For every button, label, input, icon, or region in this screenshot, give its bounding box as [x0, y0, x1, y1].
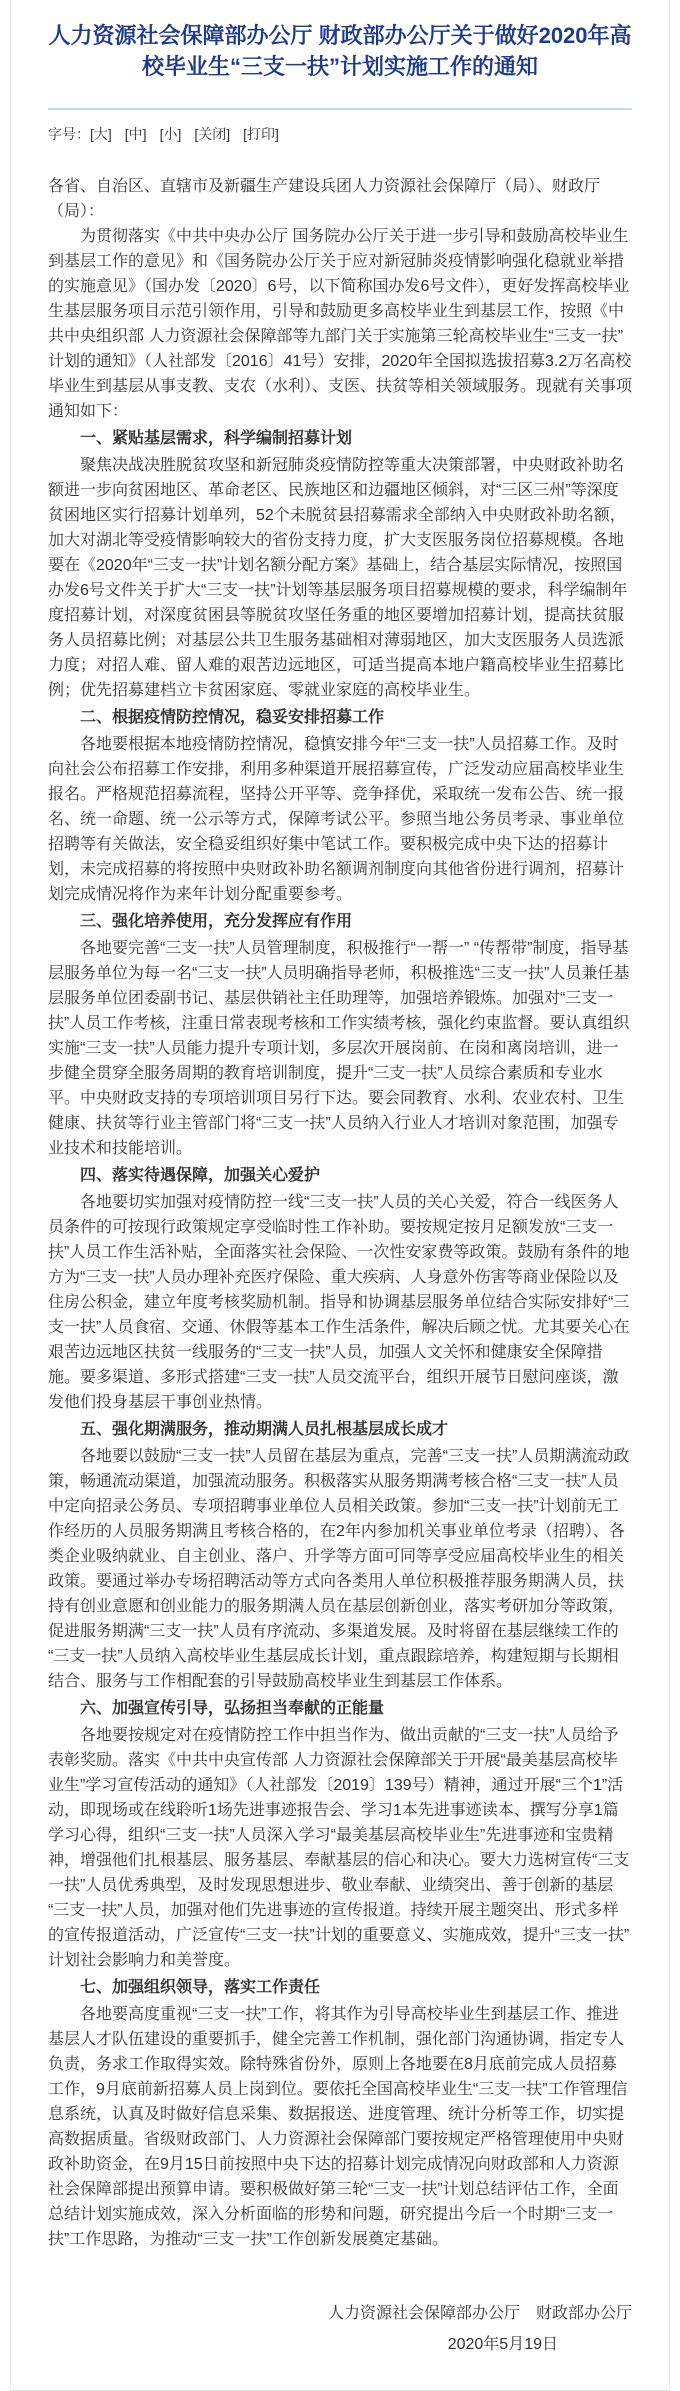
font-size-large-button[interactable]: [大]	[90, 126, 112, 142]
body-paragraph: 各地要根据本地疫情防控情况，稳慎安排今年“三支一扶”人员招募工作。及时向社会公布招募工作安排，利用多种渠道开展招募宣传，广泛发动应届高校毕业生报名。严格规范招募流程，坚持公开平等、竞争择优，采取统一发布公告、统一报名、统一命题、统一公示等方式，保障考试公平。参照当地公务员考录、事业单位招聘等有关做法，安全稳妥组织好集中笔试工作。要积极完成中央下达的招募计划，未完成招募的将按照中央财政补助名额调剂制度向其他省份进行调剂，招募计划完成情况将作为来年计划分配重要参考。	[48, 736, 625, 903]
document-body	[48, 224, 632, 2252]
document-footer	[48, 2298, 632, 2360]
section-heading: 一、紧贴基层需求，科学编制招募计划	[80, 430, 353, 447]
body-paragraph: 各地要按规定对在疫情防控工作中担当作为、做出贡献的“三支一扶”人员给予表彰奖励。落实《中共中央宣传部 人力资源社会保障部关于开展“最美基层高校毕业生”学习宣传活动的通知》（人社部发〔2019〕139号）精神，通过开展“三个1”活动，即现场或在线聆听1场先进事迹报告会、学习1本先进事迹读本、撰写分享1篇学习心得，组织“三支一扶”人员深入学习“最美基层高校毕业生”先进事迹和宝贵精神，增强他们扎根基层、服务基层、奉献基层的信心和决心。要大力选树宣传“三支一扶”人员优秀典型，及时发现思想进步、敬业奉献、业绩突出、善于创新的基层“三支一扶”人员，加强对他们先进事迹的宣传报道。持续开展主题突出、形式多样的宣传报道活动，广泛宣传“三支一扶”计划的重要意义、实施成效，提升“三支一扶”计划社会影响力和美誉度。	[48, 1727, 630, 1969]
body-paragraph: 为贯彻落实《中共中央办公厅 国务院办公厅关于进一步引导和鼓励高校毕业生到基层工作的意见》和《国务院办公厅关于应对新冠肺炎疫情影响强化稳就业举措的实施意见》（国办发〔2020〕6号，以下简称国办发6号文件），更好发挥高校毕业生基层服务项目示范引领作用，引导和鼓励更多高校毕业生到基层工作，按照《中共中央组织部 人力资源社会保障部等九部门关于实施第三轮高校毕业生“三支一扶”计划的通知》（人社部发〔2016〕41号）安排，2020年全国拟选拔招募3.2万名高校毕业生到基层从事支教、支农（水利）、支医、扶贫等相关领域服务。现就有关事项通知如下：	[48, 228, 633, 420]
body-paragraph: 各地要以鼓励“三支一扶”人员留在基层为重点，完善“三支一扶”人员期满流动政策，畅通流动渠道，加强流动服务。积极落实从服务期满考核合格“三支一扶”人员中定向招录公务员、专项招聘事业单位人员相关政策。参加“三支一扶”计划前无工作经历的人员服务期满且考核合格的，在2年内参加机关事业单位考录（招聘）、各类企业吸纳就业、自主创业、落户、升学等方面可同等享受应届高校毕业生的相关政策。要通过举办专场招聘活动等方式向各类用人单位积极推荐服务期满人员，扶持有创业意愿和创业能力的服务期满人员在基层创新创业，落实考研加分等政策，促进服务期满“三支一扶”人员有序流动、多渠道发展。及时将留在基层继续工作的“三支一扶”人员纳入高校毕业生基层成长计划，重点跟踪培养，构建短期与长期相结合、服务与工作相配套的引导鼓励高校毕业生到基层工作体系。	[48, 1448, 630, 1690]
section-heading: 六、加强宣传引导，弘扬担当奉献的正能量	[80, 1700, 385, 1717]
toolbar-controls	[90, 126, 292, 142]
signature-line: 人力资源社会保障部办公厅 财政部办公厅	[327, 2305, 632, 2322]
document-page	[10, 0, 670, 2391]
body-paragraph: 各地要完善“三支一扶”人员管理制度，积极推行“一帮一” “传帮带”制度，指导基层服务单位为每一名“三支一扶”人员明确指导老师，积极推选“三支一扶”人员兼任基层服务单位团委副书记、基层供销社主任助理等，加强培养锻炼。加强对“三支一扶”人员工作考核，注重日常表现考核和工作实绩考核，强化约束监督。要认真组织实施“三支一扶”人员能力提升专项计划，多层次开展岗前、在岗和离岗培训，进一步健全贯穿全服务周期的教育培训制度，提升“三支一扶”人员综合素质和专业水平。中央财政支持的专项培训项目另行下达。要会同教育、水利、农业农村、卫生健康、扶贫等行业主管部门将“三支一扶”人员纳入行业人才培训对象范围，加强专业技术和技能培训。	[48, 940, 630, 1157]
section-heading: 四、落实待遇保障，加强关心爱护	[80, 1167, 321, 1184]
font-size-medium-button[interactable]: [中]	[124, 126, 147, 142]
section-heading: 五、强化期满服务，推动期满人员扎根基层成长成才	[80, 1421, 449, 1438]
document-body-wrap	[48, 174, 632, 2252]
salutation: 各省、自治区、直辖市及新疆生产建设兵团人力资源社会保障厅（局）、财政厅（局）：	[48, 178, 601, 220]
section-heading: 七、加强组织领导，落实工作责任	[80, 1979, 321, 1996]
font-size-small-button[interactable]: [小]	[159, 126, 182, 142]
body-paragraph: 各地要切实加强对疫情防控一线“三支一扶”人员的关心关爱，符合一线医务人员条件的可按现行政策规定享受临时性工作补助。要按规定按月足额发放“三支一扶”人员工作生活补贴，全面落实社会保险、一次性安家费等政策。鼓励有条件的地方为“三支一扶”人员办理补充医疗保险、重大疾病、人身意外伤害等商业保险以及住房公积金，建立年度考核奖励机制。指导和协调基层服务单位结合实际安排好“三支一扶”人员食宿、交通、休假等基本工作生活条件，解决后顾之忧。尤其要关心在艰苦边远地区扶贫一线服务的“三支一扶”人员，加强人文关怀和健康安全保障措施。要多渠道、多形式搭建“三支一扶”人员交流平台，组织开展节日慰问座谈，激发他们投身基层干事创业热情。	[48, 1194, 630, 1411]
section-heading: 二、根据疫情防控情况，稳妥安排招募工作	[80, 709, 385, 726]
font-size-toolbar	[48, 124, 632, 144]
section-heading: 三、强化培养使用，充分发挥应有作用	[80, 913, 353, 930]
font-size-label: 字号：	[48, 126, 90, 142]
close-button[interactable]: [关闭]	[194, 126, 231, 142]
date-line: 2020年5月19日	[447, 2336, 558, 2353]
title-divider	[48, 108, 632, 110]
body-paragraph: 聚焦决战决胜脱贫攻坚和新冠肺炎疫情防控等重大决策部署，中央财政补助名额进一步向贫困地区、革命老区、民族地区和边疆地区倾斜，对“三区三州”等深度贫困地区实行招募计划单列，52个未脱贫县招募需求全部纳入中央财政补助名额，加大对湖北等受疫情影响较大的省份支持力度，扩大支医服务岗位招募规模。各地要在《2020年“三支一扶”计划名额分配方案》基础上，结合基层实际情况，按照国办发6号文件关于扩大“三支一扶”计划等基层服务项目招募规模的要求，科学编制年度招募计划，对深度贫困县等脱贫攻坚任务重的地区要增加招募计划，提高扶贫服务人员招募比例；对基层公共卫生服务基础相对薄弱地区，加大支医服务人员选派力度；对招人难、留人难的艰苦边远地区，可适当提高本地户籍高校毕业生招募比例；优先招募建档立卡贫困家庭、零就业家庭的高校毕业生。	[48, 457, 628, 699]
page-title: 人力资源社会保障部办公厅 财政部办公厅关于做好2020年高校毕业生“三支一扶”计划实施工作的通知	[48, 23, 632, 79]
body-paragraph: 各地要高度重视“三支一扶”工作，将其作为引导高校毕业生到基层工作、推进基层人才队伍建设的重要抓手，健全完善工作机制，强化部门沟通协调，指定专人负责，务求工作取得实效。除特殊省份外，原则上各地要在8月底前完成人员招募工作，9月底前新招募人员上岗到位。要依托全国高校毕业生“三支一扶”工作管理信息系统，认真及时做好信息采集、数据报送、进度管理、统计分析等工作，切实提高数据质量。省级财政部门、人力资源社会保障部门要按规定严格管理使用中央财政补助资金，在9月15日前按照中央下达的招募计划完成情况向财政部和人力资源社会保障部提出预算申请。要积极做好第三轮“三支一扶”计划总结评估工作，全面总结计划实施成效，深入分析面临的形势和问题，研究提出今后一个时期“三支一扶”工作思路，为推动“三支一扶”工作创新发展奠定基础。	[48, 2006, 628, 2248]
print-button[interactable]: [打印]	[243, 126, 279, 142]
